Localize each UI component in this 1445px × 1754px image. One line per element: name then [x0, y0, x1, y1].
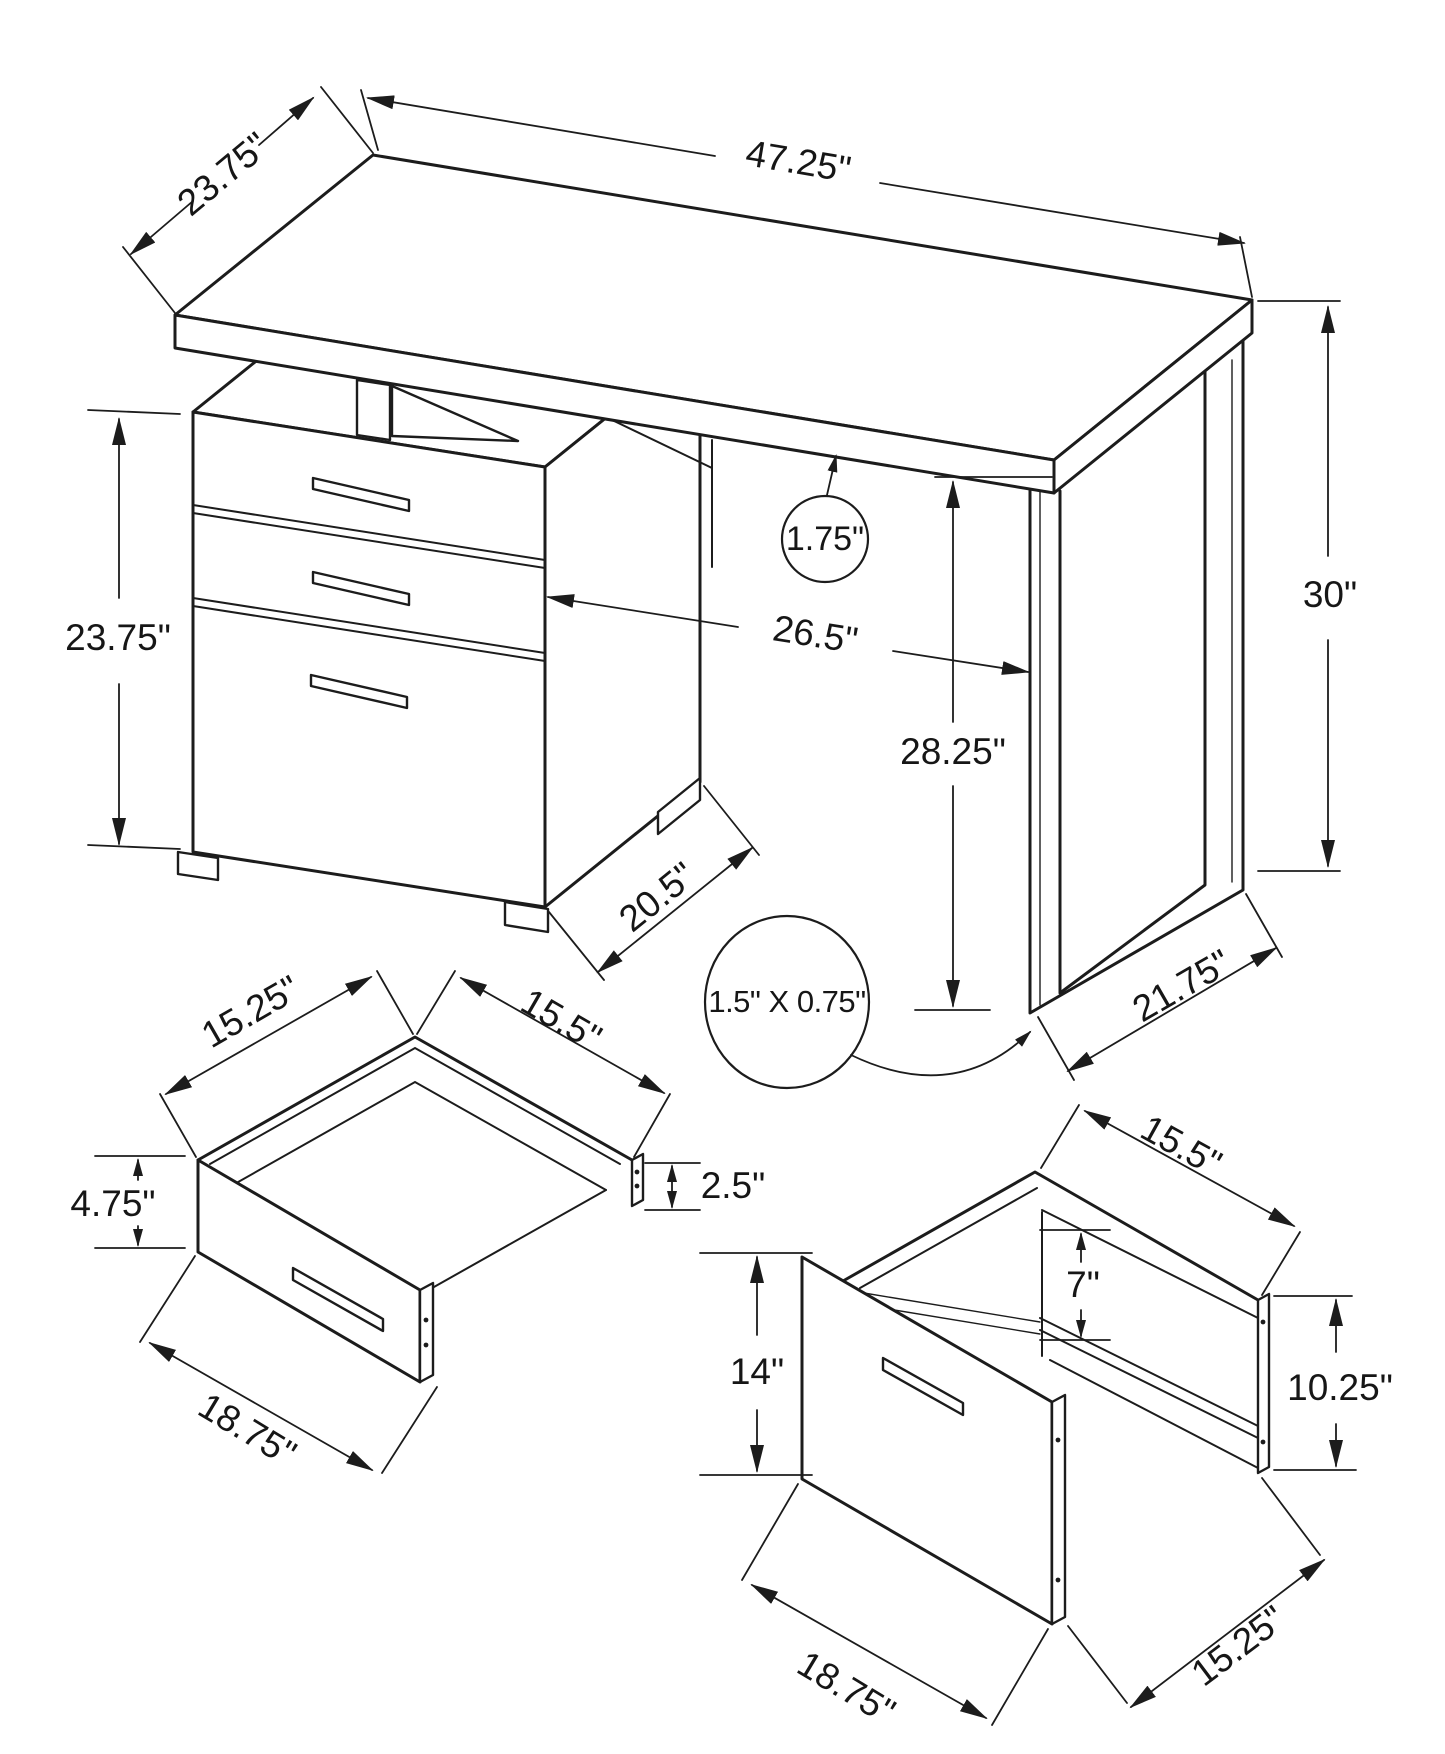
- dim-pedestal-height: [65, 410, 180, 849]
- dim-small-inner-depth: [417, 971, 670, 1157]
- dim-label-leg-tube: 1.5" X 0.75": [708, 984, 866, 1020]
- mounting-bracket-post: [357, 380, 390, 440]
- dim-label-file-front-height: 14": [729, 1350, 785, 1392]
- file-drawer-front-panel: [802, 1257, 1052, 1624]
- callout-top-thickness: [782, 456, 868, 582]
- callout-leg-tube: [705, 916, 1030, 1088]
- desk-isometric-view: [65, 87, 1357, 1088]
- dim-label-pedestal-height: 23.75": [65, 616, 171, 658]
- dim-file-side-depth: [1068, 1478, 1324, 1707]
- file-drawer-view: [700, 1105, 1393, 1732]
- dim-label-file-inner-depth: 15.5": [1134, 1107, 1229, 1185]
- dim-label-file-inner-height: 7": [1066, 1263, 1100, 1305]
- small-drawer-side-endcap: [632, 1154, 643, 1206]
- pedestal-front-face: [193, 412, 545, 907]
- small-drawer-rim-inner: [210, 1048, 620, 1164]
- dim-label-pedestal-depth: 20.5": [611, 854, 704, 940]
- small-drawer-front-panel: [198, 1160, 420, 1382]
- dim-label-small-inner-width: 15.25": [194, 967, 307, 1056]
- dim-label-file-side-height: 10.25": [1287, 1366, 1393, 1408]
- dim-file-front-height: [700, 1253, 812, 1475]
- dim-label-small-inner-depth: 15.5": [514, 980, 609, 1059]
- dim-label-knee-clearance: 26.5": [770, 607, 861, 662]
- dim-label-leg-depth: 21.75": [1125, 941, 1238, 1030]
- dim-file-side-height: [1274, 1296, 1393, 1470]
- file-drawer-wall-top: [843, 1172, 1258, 1300]
- dim-label-top-width: 47.25": [742, 132, 854, 191]
- small-drawer-front-endcap: [420, 1283, 433, 1382]
- small-drawer-wall-bottom: [224, 1082, 606, 1190]
- file-drawer-floor-edge: [1050, 1360, 1258, 1468]
- file-drawer-rail: [1040, 1318, 1258, 1438]
- file-drawer-front-endcap: [1052, 1395, 1065, 1624]
- dim-label-top-depth: 23.75": [169, 124, 277, 224]
- file-drawer-left-wall-inner: [860, 1188, 1037, 1288]
- dim-overall-height: [1258, 301, 1357, 871]
- dim-label-underside-height: 28.25": [900, 730, 1006, 772]
- dim-label-top-thickness: 1.75": [785, 519, 865, 558]
- dim-label-file-side-depth: 15.25": [1183, 1597, 1293, 1695]
- pedestal-foot-left: [178, 852, 218, 880]
- dim-small-inner-width: [160, 967, 413, 1157]
- small-drawer-view: [70, 967, 765, 1474]
- dim-label-small-side-height: 2.5": [700, 1164, 766, 1206]
- dim-small-side-height: [645, 1163, 765, 1210]
- dim-label-overall-height: 30": [1302, 573, 1358, 615]
- dim-label-file-front-width: 18.75": [790, 1642, 903, 1733]
- small-drawer-rim-outer: [198, 1037, 632, 1160]
- dim-label-small-front-width: 18.75": [191, 1384, 304, 1475]
- dim-label-small-front-height: 4.75": [70, 1182, 156, 1224]
- dim-small-front-height: [70, 1156, 185, 1248]
